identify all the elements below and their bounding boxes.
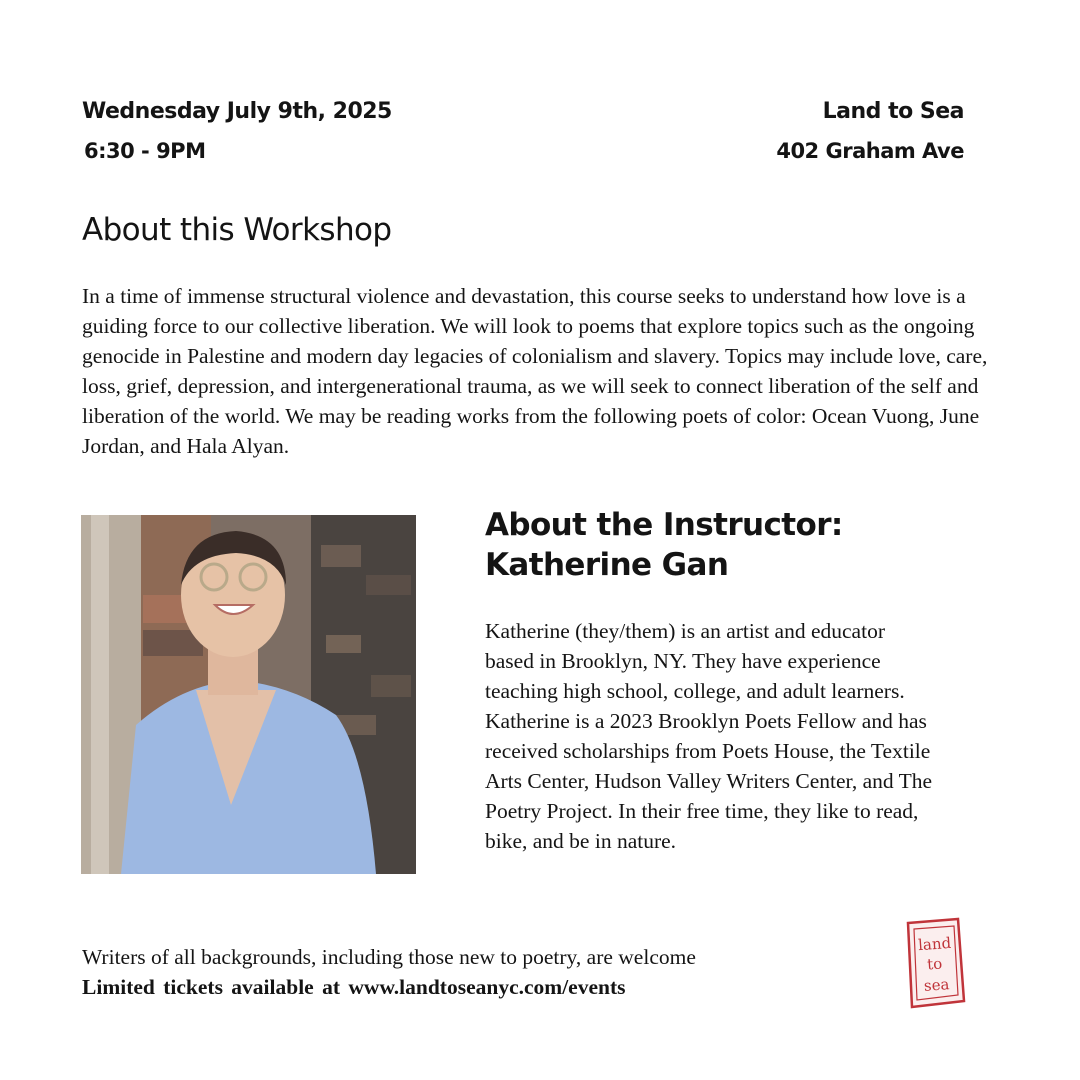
- event-time: 6:30 - 9PM: [84, 139, 206, 163]
- workshop-heading: About this Workshop: [82, 212, 392, 248]
- svg-text:land: land: [917, 933, 952, 955]
- footer-tickets[interactable]: Limited tickets available at www.landtoseanyc.com/events: [82, 975, 626, 999]
- instructor-photo: [81, 515, 416, 874]
- instructor-name: Katherine Gan: [485, 547, 729, 583]
- event-date: Wednesday July 9th, 2025: [82, 99, 392, 124]
- land-to-sea-logo: [900, 917, 968, 1009]
- svg-text:sea: sea: [923, 975, 951, 995]
- instructor-heading: [485, 505, 1005, 585]
- workshop-description: In a time of immense structural violence and devastation, this course seeks to understand how love is a guiding force to our collective liberation. We will look to poems that explore topics such as the ongoing genocide in Palestine and modern day legacies of colonialism and slavery. Topics may include love, care, loss, grief, depression, and intergenerational trauma, as we will seek to connect liberation of the self and liberation of the world. We may be reading works from the following poets of color: Ocean Vuong, June Jordan, and Hala Alyan.: [82, 284, 988, 458]
- event-address: 402 Graham Ave: [776, 139, 964, 163]
- footer-welcome: Writers of all backgrounds, including those new to poetry, are welcome: [82, 945, 696, 969]
- svg-text:to: to: [926, 954, 943, 974]
- instructor-heading-line1: About the Instructor:: [485, 507, 843, 543]
- event-venue: Land to Sea: [822, 99, 964, 124]
- instructor-bio: Katherine (they/them) is an artist and educator based in Brooklyn, NY. They have experience teaching high school, college, and adult learners. Katherine is a 2023 Brooklyn Poets Fellow and has received scholarships from Poets House, the Textile Arts Center, Hudson Valley Writers Center, and The Poetry Project. In their free time, they like to read, bike, and be in nature.: [485, 619, 933, 853]
